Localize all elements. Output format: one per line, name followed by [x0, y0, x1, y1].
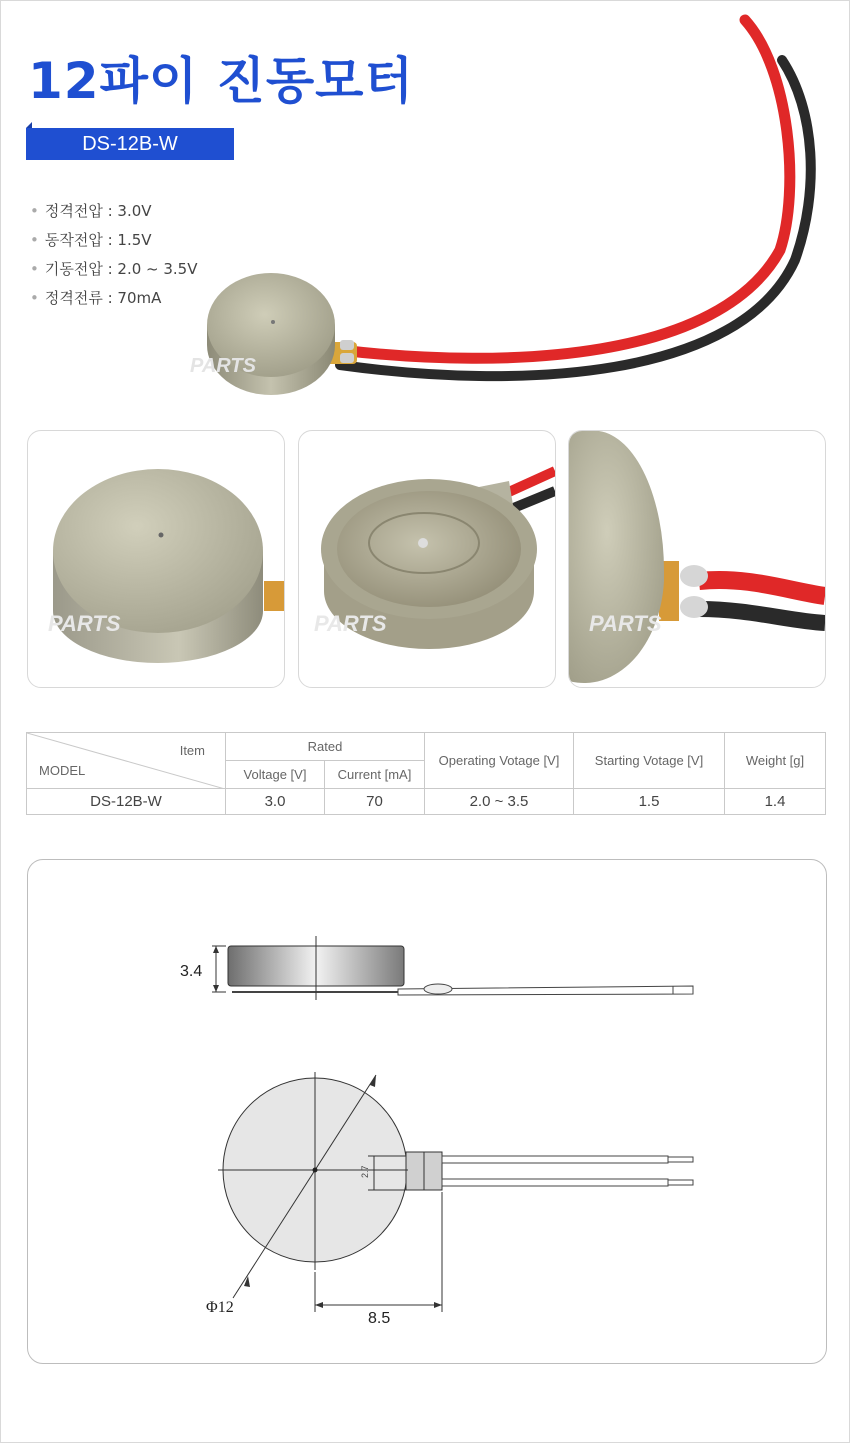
spec-list — [30, 200, 198, 316]
spec-starting-voltage: 기동전압 : 2.0 ~ 3.5V — [44, 260, 198, 278]
dim-diameter-label: Φ12 — [206, 1299, 234, 1316]
table-header-rated: Rated — [226, 733, 425, 761]
cell-current: 70 — [325, 789, 425, 815]
spec-item: • 기동전압 : 2.0 ~ 3.5V — [30, 260, 198, 278]
table-header-operating: Operating Votage [V] — [425, 733, 574, 789]
thumb-inner-view — [298, 430, 556, 688]
spec-table — [26, 732, 826, 815]
dim-pad-label: 2.7 — [360, 1165, 370, 1178]
spec-item: • 정격전류 : 70mA — [30, 289, 162, 307]
table-header-voltage: Voltage [V] — [226, 761, 325, 789]
table-row — [27, 789, 826, 815]
side-view — [180, 936, 693, 1000]
cell-model: DS-12B-W — [27, 789, 226, 815]
hero-motor-photo — [180, 10, 840, 410]
dimension-drawing-box — [27, 859, 827, 1364]
thumb-top-view — [27, 430, 285, 688]
table-corner-model: MODEL — [39, 763, 86, 778]
spec-rated-voltage: 정격전압 : 3.0V — [44, 202, 152, 220]
cell-voltage: 3.0 — [226, 789, 325, 815]
spec-operating-voltage: 동작전압 : 1.5V — [44, 231, 152, 249]
table-header-starting: Starting Votage [V] — [574, 733, 725, 789]
table-header-weight: Weight [g] — [725, 733, 826, 789]
spec-rated-current: 정격전류 : 70mA — [44, 289, 162, 307]
watermark-text: PARTS — [314, 611, 387, 636]
table-corner-item: Item — [179, 743, 205, 758]
top-view — [206, 1072, 693, 1327]
spec-item: • 정격전압 : 3.0V — [30, 202, 152, 220]
table-header-current: Current [mA] — [325, 761, 425, 789]
spec-item: • 동작전압 : 1.5V — [30, 231, 152, 249]
cell-weight: 1.4 — [725, 789, 826, 815]
watermark-text: PARTS — [190, 355, 256, 377]
watermark-text: PARTS — [48, 611, 121, 636]
table-corner-cell — [27, 733, 226, 789]
model-badge: DS-12B-W — [26, 128, 234, 160]
page-title: 12파이 진동모터 — [28, 52, 414, 110]
cell-operating: 2.0 ~ 3.5 — [425, 789, 574, 815]
dim-height-label: 3.4 — [180, 963, 203, 980]
watermark-text: PARTS — [589, 611, 662, 636]
dim-length-label: 8.5 — [368, 1310, 391, 1327]
cell-starting: 1.5 — [574, 789, 725, 815]
thumb-wire-closeup — [568, 430, 826, 688]
